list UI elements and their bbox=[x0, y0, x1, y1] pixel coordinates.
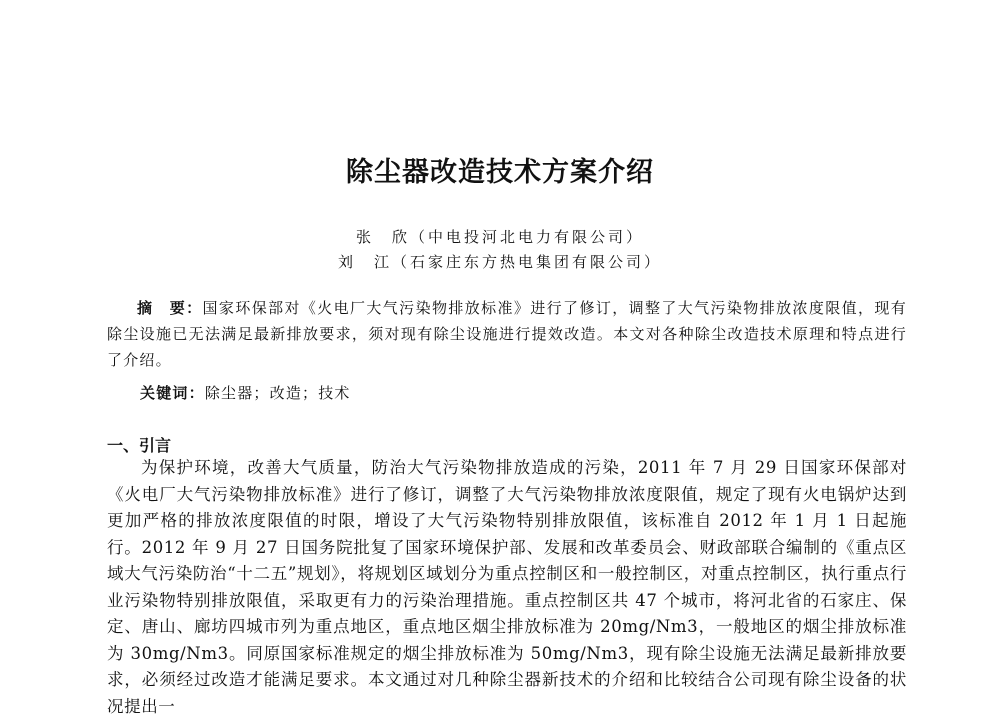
section-heading: 一、引言 bbox=[107, 436, 172, 455]
abstract-label: 摘 要： bbox=[137, 299, 203, 317]
abstract-text: 国家环保部对《火电厂大气污染物排放标准》进行了修订，调整了大气污染物排放浓度限值，现有除尘设施已无法满足最新排放要求，须对现有除尘设施进行提效改造。本文对各种除尘改造技术原理和特点进行了介绍。 bbox=[107, 299, 907, 369]
author-name: 刘 江 bbox=[337, 253, 392, 271]
keywords-text: 除尘器；改造；技术 bbox=[204, 384, 351, 402]
keywords-label: 关键词： bbox=[140, 384, 205, 402]
author-line-2 bbox=[0, 251, 1000, 272]
keywords bbox=[140, 380, 840, 406]
author-affiliation: （中电投河北电力有限公司） bbox=[410, 228, 645, 246]
author-name: 张 欣 bbox=[355, 228, 410, 246]
author-line-1 bbox=[0, 226, 1000, 247]
abstract bbox=[107, 295, 907, 373]
paper-title: 除尘器改造技术方案介绍 bbox=[346, 157, 654, 188]
section-body: 为保护环境，改善大气质量，防治大气污染物排放造成的污染，2011 年 7 月 29 日国家环保部对《火电厂大气污染物排放标准》进行了修订，调整了大气污染物排放浓度限值，规定了现有火电锅炉达到更加严格的排放浓度限值的时限，增设了大气污染物特别排放限值，该标准自 2012 年 1 月 1 日起施行。2012 年 9 月 27 日国务院批复了国家环境保护部、发展和改革委员会、财政部联合编制的《重点区域大气污染防治“十二五”规划》，将规划区域划分为重点控制区和一般控制区，对重点控制区，执行重点行业污染物特别排放限值，采取更有力的污染治理措施。重点控制区共 47 个城市，将河北省的石家庄、保定、唐山、廊坊四城市列为重点地区，重点地区烟尘排放标准为 20mg/Nm3，一般地区的烟尘排放标准为 30mg/Nm3。同原国家标准规定的烟尘排放标准为 50mg/Nm3，现有除尘设施无法满足最新排放要求，必须经过改造才能满足要求。本文通过对几种除尘器新技术的介绍和比较结合公司现有除尘设备的状况提出一 bbox=[107, 458, 907, 716]
author-affiliation: （石家庄东方热电集团有限公司） bbox=[392, 253, 663, 271]
